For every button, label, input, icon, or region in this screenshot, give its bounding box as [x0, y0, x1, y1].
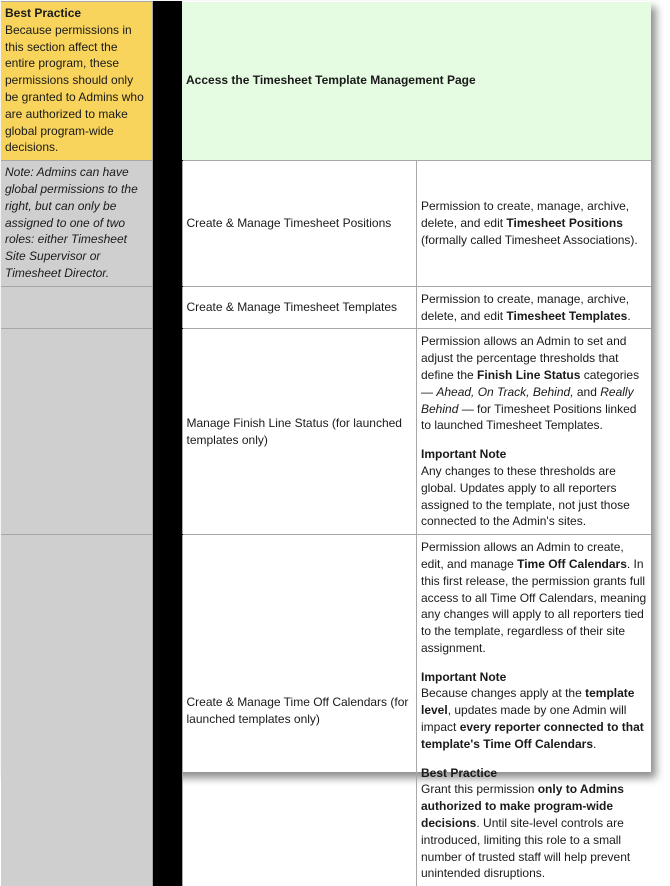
black-divider: [153, 286, 183, 329]
description-bold: Timesheet Positions: [506, 216, 623, 231]
description-bold: only to Admins authorized to make program-wide decisions: [421, 782, 624, 831]
description-text: . In this first release, the permission grants full access to all Time Off Calendars, meaning any changes will apply to all reporters tied to the template, regardless of their site assignment.: [421, 556, 647, 655]
description-paragraph: [421, 539, 647, 657]
description-text: Permission to create, manage, archive, delete, and edit: [421, 291, 630, 323]
side-cell: [1, 329, 153, 535]
description-text: and: [573, 384, 601, 399]
black-divider: [153, 2, 183, 161]
description-text: Permission to create, manage, archive, delete, and edit: [421, 199, 630, 231]
permission-name: Create & Manage Time Off Calendars (for launched templates only): [186, 694, 409, 726]
permission-name: Create & Manage Timesheet Positions: [186, 216, 392, 231]
description-bold: template level: [421, 686, 635, 718]
table-row: [1, 286, 651, 329]
description-text: . Until site-level controls are introduced, limiting this role to a small number of trusted staff will help prevent unintended disruptions.: [421, 816, 631, 881]
important-note-title: Important Note: [421, 669, 507, 684]
note-cell: [1, 161, 153, 287]
header-row: [1, 2, 651, 161]
best-practice-guidance: [421, 781, 647, 882]
description-paragraph: [421, 333, 647, 434]
note-text: Note: Admins can have global permissions to the right, but can only be assigned to one of two roles: either Timesheet Site Supervisor or Timesheet Director.: [5, 165, 138, 280]
best-practice-subtitle: Best Practice: [421, 765, 498, 780]
important-note-title: Important Note: [421, 447, 507, 462]
black-divider: [153, 329, 183, 535]
permission-description-cell: [417, 329, 652, 535]
important-note-text: Any changes to these thresholds are global. Updates apply to all reporters assigned to the template, not just those connected to the Admin's sites.: [421, 463, 630, 529]
description-text: , updates made by one Admin will impact: [421, 703, 627, 735]
description-bold: Finish Line Status: [477, 367, 581, 382]
table-row: [1, 535, 651, 886]
permission-name-cell: [182, 535, 417, 886]
description-text: categories —: [421, 367, 640, 399]
description-bold: Time Off Calendars: [517, 556, 627, 571]
side-cell: [1, 286, 153, 329]
permission-name: Manage Finish Line Status (for launched templates only): [186, 415, 402, 447]
description-italic: Really Behind: [421, 384, 634, 416]
permissions-table-frame: [1, 1, 651, 881]
description-text: .: [593, 736, 597, 751]
section-title-cell: [182, 2, 651, 161]
description-text: .: [627, 308, 631, 323]
black-divider: [153, 535, 183, 886]
permission-name: Create & Manage Timesheet Templates: [186, 300, 398, 315]
description-text: Grant this permission: [421, 782, 538, 797]
description-text: (formally called Timesheet Associations).: [421, 232, 638, 247]
permission-name-cell: [182, 286, 417, 329]
best-practice-text: Because permissions in this section affect the entire program, these permissions should only be granted to Admins who are authorized to make global program-wide decisions.: [5, 22, 144, 155]
description-text: Because changes apply at the: [421, 686, 586, 701]
best-practice-cell: [1, 2, 153, 161]
permission-name-cell: [182, 329, 417, 535]
description-italic: Ahead, On Track, Behind,: [436, 384, 574, 399]
side-cell: [1, 535, 153, 886]
permission-description-cell: [417, 535, 652, 886]
description-text: Permission allows an Admin to set and adjust the percentage thresholds that define the: [421, 334, 627, 382]
description-text: Permission allows an Admin to create, edit, and manage: [421, 540, 624, 571]
description-bold: Timesheet Templates: [506, 308, 628, 323]
best-practice-title: Best Practice: [5, 6, 82, 20]
permissions-table: [1, 1, 651, 886]
section-title: Access the Timesheet Template Management Page: [186, 73, 476, 88]
permission-name-cell: [182, 161, 417, 287]
important-note-text: [421, 685, 647, 752]
table-row: [1, 161, 651, 287]
permission-description-cell: [417, 161, 652, 287]
description-bold: every reporter connected to that template's Time Off Calendars: [421, 720, 644, 751]
black-divider: [153, 161, 183, 287]
description-text: — for Timesheet Positions linked to launched Timesheet Templates.: [421, 401, 637, 433]
permission-description-cell: [417, 286, 652, 329]
table-row: [1, 329, 651, 535]
